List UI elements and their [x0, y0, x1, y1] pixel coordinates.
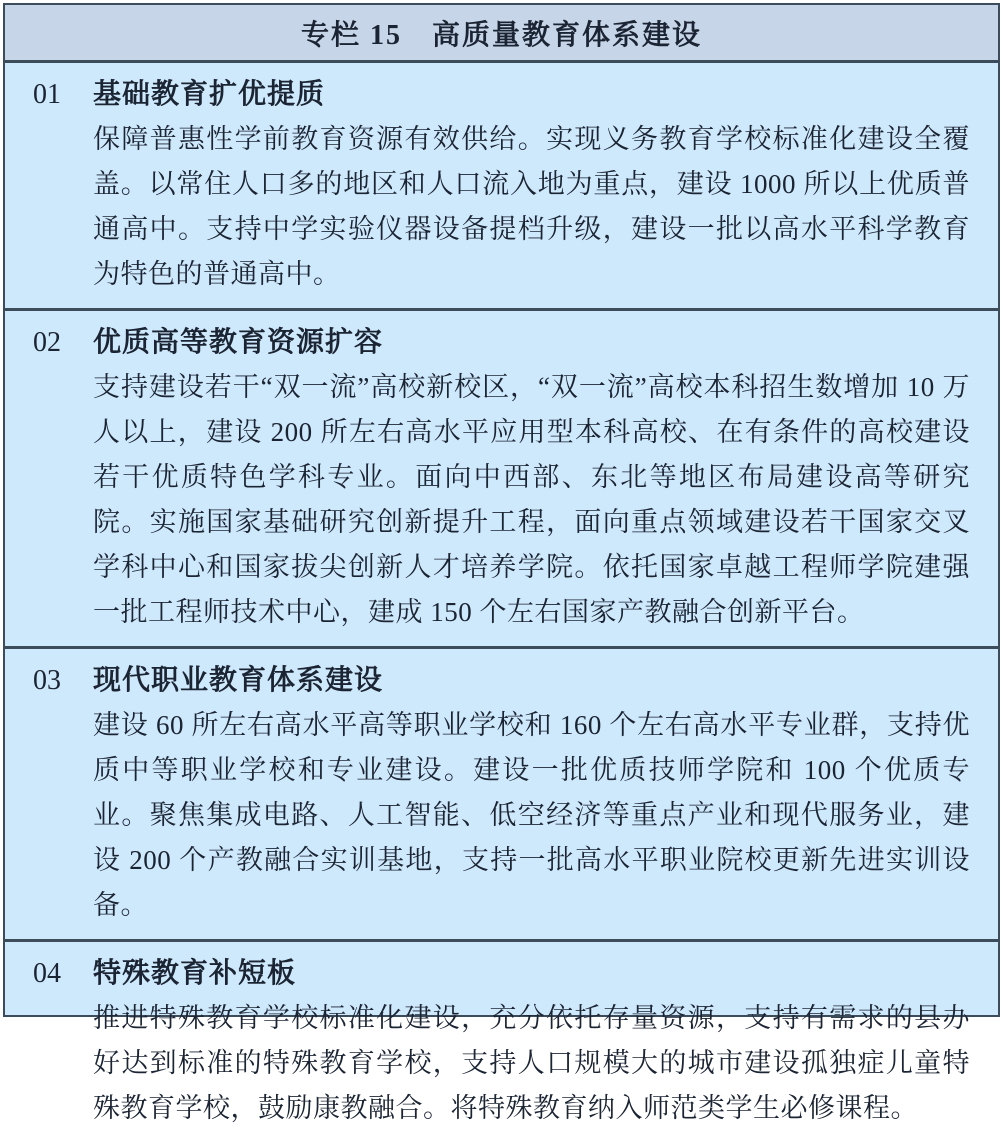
- section-vocational-education: [5, 646, 998, 939]
- section-number: 01: [33, 79, 61, 110]
- section-body-text: 保障普惠性学前教育资源有效供给。实现义务教育学校标准化建设全覆盖。以常住人口多的地区和人口流入地为重点，建设 1000 所以上优质普通高中。支持中学实验仪器设备提档升级，建设一批以高水平科学教育为特色的普通高中。: [93, 124, 970, 289]
- panel-header: [5, 5, 998, 63]
- section-number: 04: [33, 958, 61, 989]
- panel-body: [5, 63, 998, 1142]
- section-body-text: 推进特殊教育学校标准化建设，充分依托存量资源，支持有需求的县办好达到标准的特殊教育学校，支持人口规模大的城市建设孤独症儿童特殊教育学校，鼓励康教融合。将特殊教育纳入师范类学生必修课程。: [93, 1003, 970, 1123]
- section-basic-education: [5, 63, 998, 308]
- section-higher-education: [5, 308, 998, 646]
- section-title: 优质高等教育资源扩容: [93, 327, 384, 358]
- section-title: 基础教育扩优提质: [93, 79, 326, 110]
- section-title-row: [33, 72, 970, 117]
- column-panel: [3, 3, 1000, 1123]
- section-title-row: [33, 658, 970, 703]
- section-body-text: 建设 60 所左右高水平高等职业学校和 160 个左右高水平专业群，支持优质中等职业学校和专业建设。建设一批优质技师学院和 100 个优质专业。聚焦集成电路、人工智能、低空经济等重点产业和现代服务业，建设 200 个产教融合实训基地，支持一批高水平职业院校更新先进实训设备。: [93, 710, 970, 920]
- section-number: 03: [33, 665, 61, 696]
- section-title: 现代职业教育体系建设: [93, 665, 384, 696]
- section-title-row: [33, 951, 970, 996]
- section-body-text: 支持建设若干“双一流”高校新校区，“双一流”高校本科招生数增加 10 万人以上，建设 200 所左右高水平应用型本科高校、在有条件的高校建设若干优质特色学科专业。面向中西部、东北等地区布局建设高等研究院。实施国家基础研究创新提升工程，面向重点领域建设若干国家交叉学科中心和国家拔尖创新人才培养学院。依托国家卓越工程师学院建强一批工程师技术中心，建成 150 个左右国家产教融合创新平台。: [93, 372, 970, 627]
- section-special-education: [5, 939, 998, 1142]
- section-title: 特殊教育补短板: [93, 958, 297, 989]
- section-number: 02: [33, 327, 61, 358]
- section-title-row: [33, 320, 970, 365]
- panel-title: 专栏 15 高质量教育体系建设: [300, 19, 702, 51]
